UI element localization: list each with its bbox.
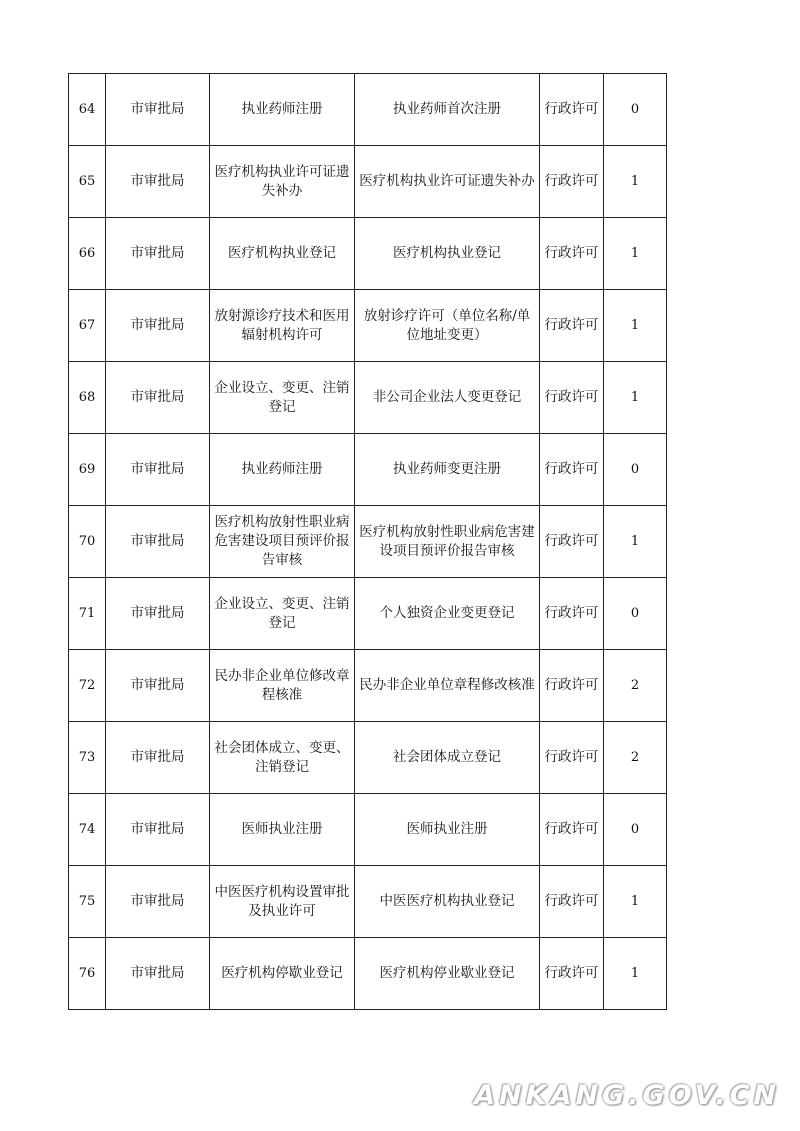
table-row xyxy=(69,74,667,146)
cell-row-number: 66 xyxy=(69,218,106,290)
cell-approval-item: 放射源诊疗技术和医用辐射机构许可 xyxy=(210,290,355,362)
cell-row-number: 68 xyxy=(69,362,106,434)
table-row xyxy=(69,650,667,722)
cell-item-type: 行政许可 xyxy=(540,362,604,434)
cell-row-number: 71 xyxy=(69,578,106,650)
cell-department: 市审批局 xyxy=(106,722,210,794)
cell-sub-item: 医师执业注册 xyxy=(355,794,540,866)
cell-row-number: 64 xyxy=(69,74,106,146)
cell-department: 市审批局 xyxy=(106,938,210,1010)
cell-approval-item: 医疗机构停歇业登记 xyxy=(210,938,355,1010)
cell-sub-item: 民办非企业单位章程修改核准 xyxy=(355,650,540,722)
cell-item-type: 行政许可 xyxy=(540,434,604,506)
cell-sub-item: 医疗机构执业许可证遗失补办 xyxy=(355,146,540,218)
cell-item-type: 行政许可 xyxy=(540,506,604,578)
cell-approval-item: 执业药师注册 xyxy=(210,74,355,146)
cell-sub-item: 非公司企业法人变更登记 xyxy=(355,362,540,434)
cell-row-number: 69 xyxy=(69,434,106,506)
cell-approval-item: 社会团体成立、变更、注销登记 xyxy=(210,722,355,794)
cell-row-number: 75 xyxy=(69,866,106,938)
cell-department: 市审批局 xyxy=(106,794,210,866)
cell-sub-item: 医疗机构停业歇业登记 xyxy=(355,938,540,1010)
table-row xyxy=(69,794,667,866)
cell-item-type: 行政许可 xyxy=(540,938,604,1010)
cell-sub-item: 执业药师首次注册 xyxy=(355,74,540,146)
cell-row-number: 73 xyxy=(69,722,106,794)
cell-department: 市审批局 xyxy=(106,218,210,290)
cell-item-type: 行政许可 xyxy=(540,650,604,722)
cell-approval-item: 医师执业注册 xyxy=(210,794,355,866)
cell-item-type: 行政许可 xyxy=(540,290,604,362)
table-row xyxy=(69,506,667,578)
cell-row-number: 76 xyxy=(69,938,106,1010)
cell-count: 2 xyxy=(604,722,667,794)
cell-row-number: 65 xyxy=(69,146,106,218)
cell-department: 市审批局 xyxy=(106,866,210,938)
cell-department: 市审批局 xyxy=(106,434,210,506)
cell-item-type: 行政许可 xyxy=(540,146,604,218)
cell-sub-item: 放射诊疗许可（单位名称/单位地址变更） xyxy=(355,290,540,362)
cell-row-number: 67 xyxy=(69,290,106,362)
cell-approval-item: 医疗机构放射性职业病危害建设项目预评价报告审核 xyxy=(210,506,355,578)
table-row xyxy=(69,362,667,434)
table-row xyxy=(69,218,667,290)
cell-approval-item: 执业药师注册 xyxy=(210,434,355,506)
cell-sub-item: 医疗机构放射性职业病危害建设项目预评价报告审核 xyxy=(355,506,540,578)
table-row xyxy=(69,146,667,218)
cell-count: 0 xyxy=(604,794,667,866)
table-row xyxy=(69,578,667,650)
cell-count: 1 xyxy=(604,290,667,362)
cell-department: 市审批局 xyxy=(106,506,210,578)
cell-count: 1 xyxy=(604,146,667,218)
approval-items-table xyxy=(68,73,667,1010)
cell-item-type: 行政许可 xyxy=(540,794,604,866)
cell-count: 0 xyxy=(604,434,667,506)
cell-approval-item: 医疗机构执业许可证遗失补办 xyxy=(210,146,355,218)
cell-item-type: 行政许可 xyxy=(540,722,604,794)
cell-approval-item: 中医医疗机构设置审批及执业许可 xyxy=(210,866,355,938)
site-watermark: ANKANG.GOV.CN xyxy=(474,1080,780,1111)
table-row xyxy=(69,722,667,794)
table-row xyxy=(69,938,667,1010)
cell-department: 市审批局 xyxy=(106,74,210,146)
cell-approval-item: 民办非企业单位修改章程核准 xyxy=(210,650,355,722)
cell-count: 0 xyxy=(604,578,667,650)
cell-department: 市审批局 xyxy=(106,650,210,722)
cell-row-number: 70 xyxy=(69,506,106,578)
cell-department: 市审批局 xyxy=(106,362,210,434)
cell-row-number: 72 xyxy=(69,650,106,722)
table-row xyxy=(69,866,667,938)
cell-approval-item: 企业设立、变更、注销登记 xyxy=(210,578,355,650)
cell-department: 市审批局 xyxy=(106,146,210,218)
cell-count: 1 xyxy=(604,506,667,578)
table-body xyxy=(69,74,667,1010)
cell-sub-item: 个人独资企业变更登记 xyxy=(355,578,540,650)
cell-item-type: 行政许可 xyxy=(540,218,604,290)
cell-sub-item: 中医医疗机构执业登记 xyxy=(355,866,540,938)
cell-count: 1 xyxy=(604,866,667,938)
cell-approval-item: 企业设立、变更、注销登记 xyxy=(210,362,355,434)
cell-item-type: 行政许可 xyxy=(540,866,604,938)
cell-item-type: 行政许可 xyxy=(540,578,604,650)
cell-department: 市审批局 xyxy=(106,578,210,650)
cell-count: 1 xyxy=(604,938,667,1010)
cell-sub-item: 社会团体成立登记 xyxy=(355,722,540,794)
cell-count: 2 xyxy=(604,650,667,722)
table-row xyxy=(69,434,667,506)
cell-sub-item: 执业药师变更注册 xyxy=(355,434,540,506)
cell-item-type: 行政许可 xyxy=(540,74,604,146)
cell-approval-item: 医疗机构执业登记 xyxy=(210,218,355,290)
table-row xyxy=(69,290,667,362)
cell-row-number: 74 xyxy=(69,794,106,866)
cell-count: 1 xyxy=(604,218,667,290)
cell-count: 1 xyxy=(604,362,667,434)
cell-count: 0 xyxy=(604,74,667,146)
cell-department: 市审批局 xyxy=(106,290,210,362)
cell-sub-item: 医疗机构执业登记 xyxy=(355,218,540,290)
